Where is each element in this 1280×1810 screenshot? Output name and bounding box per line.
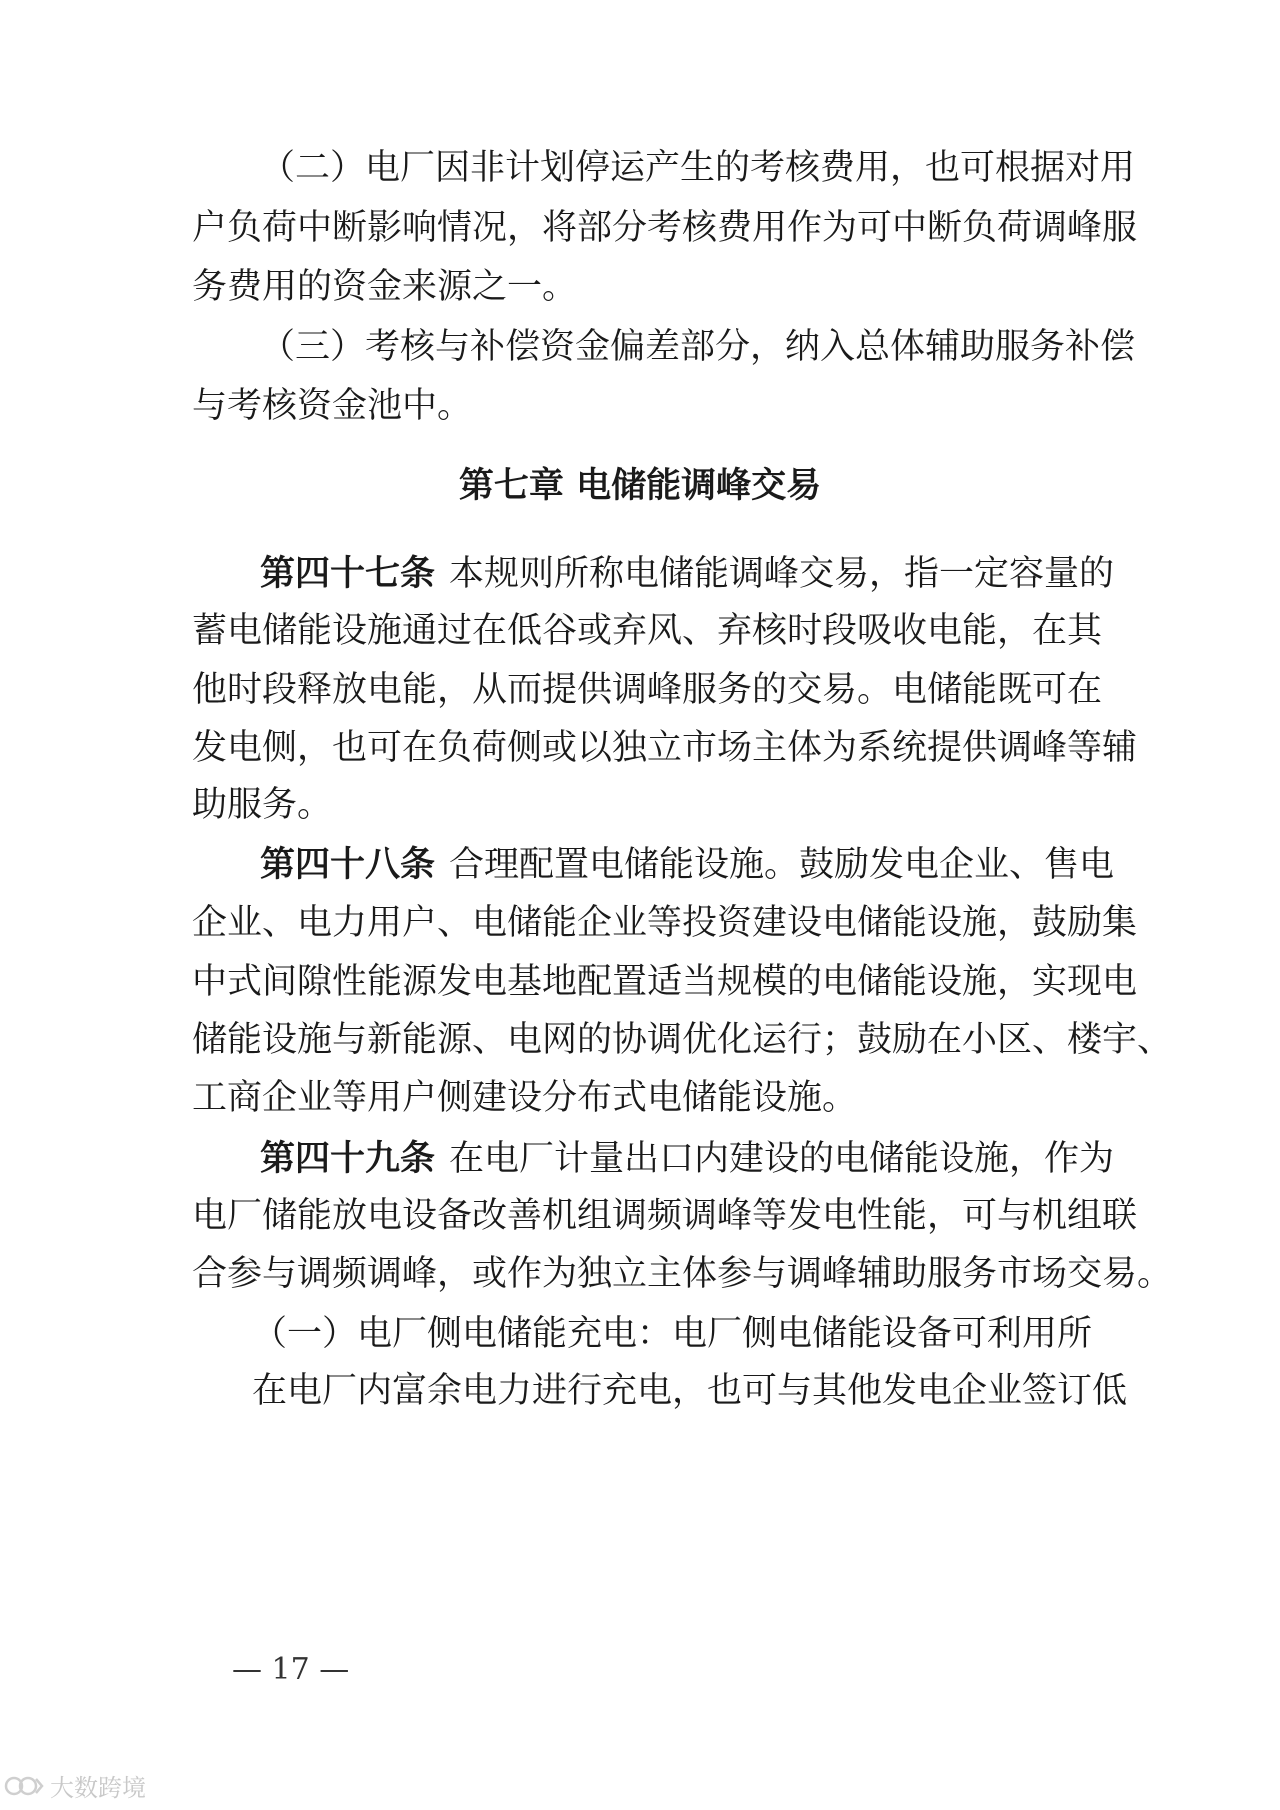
- text-line: 企业、电力用户、电储能企业等投资建设电储能设施，鼓励集: [192, 903, 1138, 943]
- article-label: 第四十九条: [260, 1138, 436, 1179]
- article-first-line: [260, 1135, 1160, 1183]
- text-line: （一）电厂侧电储能充电：电厂侧电储能设备可利用所: [252, 1314, 1093, 1354]
- text-line: 蓄电储能设施通过在低谷或弃风、弃核时段吸收电能，在其: [192, 611, 1103, 651]
- article-first-line: [260, 841, 1160, 889]
- chapter-title: 第七章 电储能调峰交易: [458, 465, 822, 506]
- text-line: 工商企业等用户侧建设分布式电储能设施。: [192, 1078, 858, 1118]
- text-line: 在电厂内富余电力进行充电，也可与其他发电企业签订低: [252, 1371, 1128, 1411]
- text-line: 储能设施与新能源、电网的协调优化运行；鼓励在小区、楼宇、: [192, 1020, 1173, 1060]
- text-line: 助服务。: [192, 785, 333, 825]
- text-line: 电厂储能放电设备改善机组调频调峰等发电性能，可与机组联: [192, 1196, 1138, 1236]
- text-span: 本规则所称电储能调峰交易，指一定容量的: [449, 554, 1115, 594]
- article-first-line: [260, 550, 1160, 598]
- watermark-text: 大数跨境: [50, 1774, 146, 1802]
- text-line: 中式间隙性能源发电基地配置适当规模的电储能设施，实现电: [192, 962, 1138, 1002]
- watermark-logo-icon: [4, 1773, 44, 1799]
- text-line: 户负荷中断影响情况，将部分考核费用作为可中断负荷调峰服: [192, 208, 1138, 248]
- article-label: 第四十八条: [260, 844, 436, 885]
- text-line: 与考核资金池中。: [192, 386, 473, 426]
- text-span: 在电厂计量出口内建设的电储能设施，作为: [449, 1139, 1115, 1179]
- watermark: [4, 1768, 146, 1803]
- text-line: 发电侧，也可在负荷侧或以独立市场主体为系统提供调峰等辅: [192, 728, 1138, 768]
- text-line: （三）考核与补偿资金偏差部分，纳入总体辅助服务补偿: [260, 327, 1136, 367]
- text-line: 合参与调频调峰，或作为独立主体参与调峰辅助服务市场交易。: [192, 1254, 1173, 1294]
- text-span: 合理配置电储能设施。鼓励发电企业、售电: [449, 845, 1115, 885]
- page-number: — 17 —: [232, 1652, 350, 1687]
- article-label: 第四十七条: [260, 553, 436, 594]
- text-line: 务费用的资金来源之一。: [192, 267, 578, 307]
- text-line: 他时段释放电能，从而提供调峰服务的交易。电储能既可在: [192, 670, 1103, 710]
- text-line: （二）电厂因非计划停运产生的考核费用，也可根据对用: [260, 148, 1136, 188]
